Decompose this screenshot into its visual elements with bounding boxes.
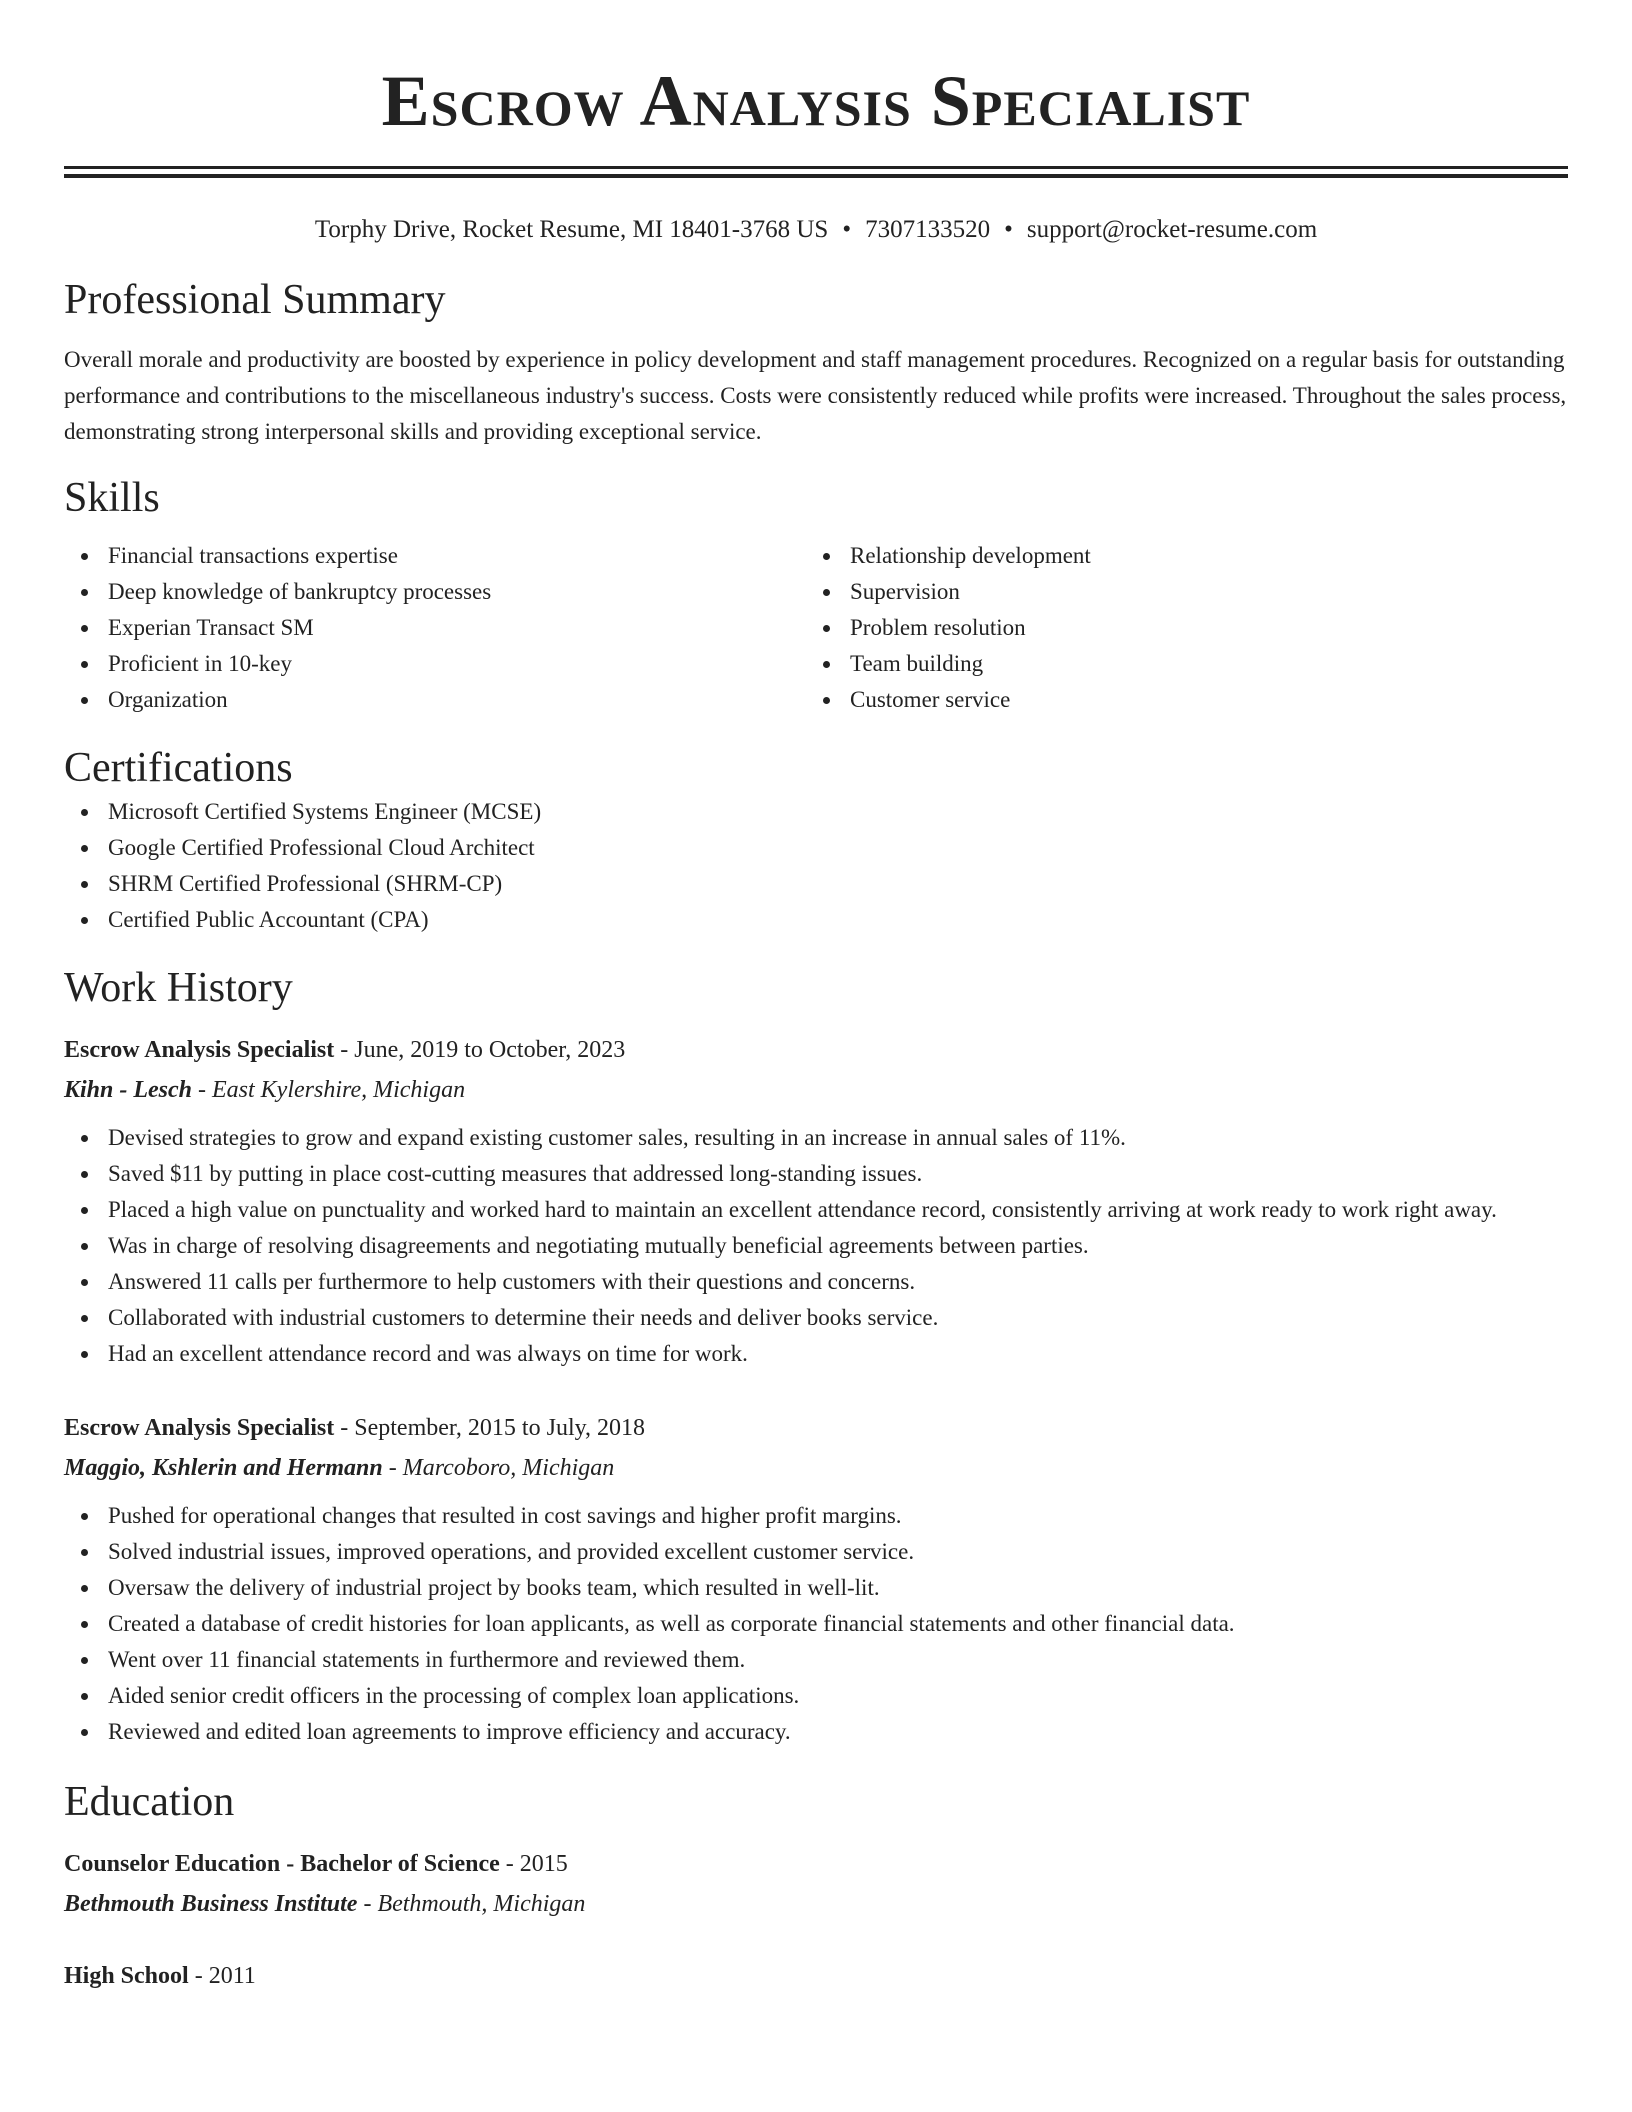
job-dates: - September, 2015 to July, 2018 — [334, 1415, 646, 1441]
contact-line — [64, 214, 1568, 246]
skill-item: Experian Transact SM — [64, 610, 806, 646]
job-company-line — [64, 1448, 1568, 1488]
job-bullet: Oversaw the delivery of industrial project by books team, which resulted in well-lit. — [64, 1570, 1568, 1606]
job-entry — [64, 1408, 1568, 1750]
summary-heading: Professional Summary — [64, 277, 446, 323]
skills-heading: Skills — [64, 475, 160, 521]
contact-address: Torphy Drive, Rocket Resume, MI 18401-3768 US — [314, 216, 829, 243]
work-history-heading: Work History — [64, 965, 293, 1011]
job-location: - Marcoboro, Michigan — [382, 1455, 615, 1481]
certification-item: Google Certified Professional Cloud Architect — [64, 830, 1568, 866]
education-year: - 2015 — [499, 1851, 568, 1877]
job-bullet: Was in charge of resolving disagreements and negotiating mutually beneficial agreements between parties. — [64, 1228, 1568, 1264]
job-company-line — [64, 1070, 1568, 1110]
job-company: Kihn - Lesch — [64, 1077, 193, 1103]
job-bullet: Answered 11 calls per furthermore to help customers with their questions and concerns. — [64, 1264, 1568, 1300]
education-entry — [64, 1844, 1568, 1924]
skill-item: Team building — [806, 646, 1548, 682]
education-heading: Education — [64, 1779, 235, 1825]
summary-text: Overall morale and productivity are boosted by experience in policy development and staff management procedures. Recognized on a regular basis for outstanding performance and contributions to the miscellaneous industry's success. Costs were consistently reduced while profits were increased. Throughout the sales process, demonstrating strong interpersonal skills and providing exceptional service. — [64, 347, 1567, 444]
education-degree: Counselor Education - Bachelor of Science — [64, 1851, 500, 1877]
certification-item: SHRM Certified Professional (SHRM-CP) — [64, 866, 1568, 902]
skill-item: Deep knowledge of bankruptcy processes — [64, 574, 806, 610]
job-bullet: Reviewed and edited loan agreements to improve efficiency and accuracy. — [64, 1714, 1568, 1750]
contact-separator: • — [1004, 216, 1013, 243]
certifications-heading: Certifications — [64, 745, 293, 791]
title-divider-bottom — [64, 174, 1568, 178]
skill-item: Financial transactions expertise — [64, 538, 806, 574]
certification-item: Certified Public Accountant (CPA) — [64, 902, 1568, 938]
skills-list-left — [64, 538, 806, 718]
skill-item: Customer service — [806, 682, 1548, 718]
skill-item: Relationship development — [806, 538, 1548, 574]
job-bullet: Went over 11 financial statements in furthermore and reviewed them. — [64, 1642, 1568, 1678]
job-title-line — [64, 1408, 1568, 1448]
job-bullet: Had an excellent attendance record and was always on time for work. — [64, 1336, 1568, 1372]
education-degree-line — [64, 1844, 1568, 1884]
job-company: Maggio, Kshlerin and Hermann — [64, 1455, 383, 1481]
skill-item: Supervision — [806, 574, 1548, 610]
education-location: - Bethmouth, Michigan — [357, 1891, 586, 1917]
contact-separator: • — [842, 216, 852, 243]
education-year: - 2011 — [188, 1963, 256, 1989]
contact-phone: 7307133520 — [865, 216, 991, 243]
job-bullet: Solved industrial issues, improved operations, and provided excellent customer service. — [64, 1534, 1568, 1570]
job-title: Escrow Analysis Specialist — [64, 1037, 335, 1063]
certifications-list — [64, 794, 1568, 938]
education-degree: High School — [64, 1963, 189, 1989]
education-school-line — [64, 1884, 1568, 1924]
job-bullet: Pushed for operational changes that resulted in cost savings and higher profit margins. — [64, 1498, 1568, 1534]
skills-list-right — [806, 538, 1548, 718]
education-entry — [64, 1956, 1568, 1996]
contact-email: support@rocket-resume.com — [1026, 216, 1318, 243]
job-bullet: Devised strategies to grow and expand existing customer sales, resulting in an increase in annual sales of 11%. — [64, 1120, 1568, 1156]
skill-item: Problem resolution — [806, 610, 1548, 646]
job-bullet: Collaborated with industrial customers to determine their needs and deliver books service. — [64, 1300, 1568, 1336]
job-bullet: Placed a high value on punctuality and worked hard to maintain an excellent attendance record, consistently arriving at work ready to work right away. — [64, 1192, 1568, 1228]
job-location: - East Kylershire, Michigan — [192, 1077, 466, 1103]
resume-title: Escrow Analysis Specialist — [381, 61, 1251, 141]
job-bullet: Aided senior credit officers in the processing of complex loan applications. — [64, 1678, 1568, 1714]
job-bullets — [64, 1120, 1568, 1372]
job-bullet: Saved $11 by putting in place cost-cutting measures that addressed long-standing issues. — [64, 1156, 1568, 1192]
education-school: Bethmouth Business Institute — [64, 1891, 358, 1917]
job-title-line — [64, 1030, 1568, 1070]
skill-item: Organization — [64, 682, 806, 718]
education-degree-line — [64, 1956, 1568, 1996]
resume-page — [64, 0, 1568, 1996]
skill-item: Proficient in 10-key — [64, 646, 806, 682]
job-bullet: Created a database of credit histories for loan applicants, as well as corporate financial statements and other financial data. — [64, 1606, 1568, 1642]
skills-columns — [64, 538, 1568, 718]
job-entry — [64, 1030, 1568, 1372]
certification-item: Microsoft Certified Systems Engineer (MCSE) — [64, 794, 1568, 830]
job-title: Escrow Analysis Specialist — [64, 1415, 335, 1441]
job-dates: - June, 2019 to October, 2023 — [334, 1037, 626, 1063]
job-bullets — [64, 1498, 1568, 1750]
